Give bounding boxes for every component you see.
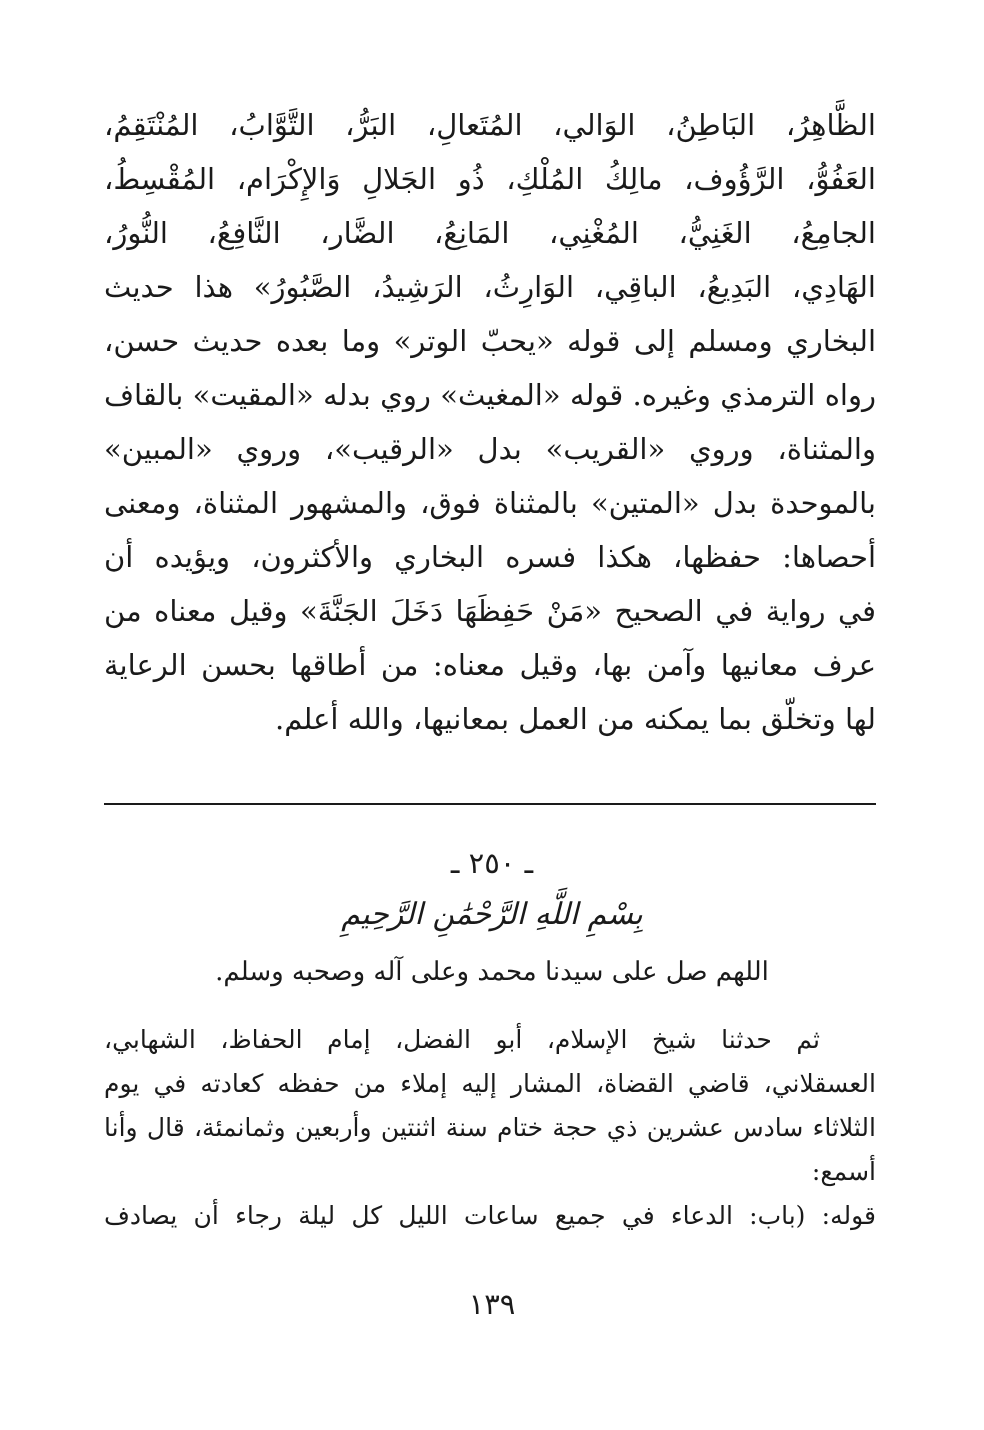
bottom-paragraph: [104, 1018, 876, 1238]
text-line: العسقلاني، قاضي القضاة، المشار إليه إملاء من حفظه كعادته في يوم: [104, 1069, 876, 1098]
text-line: أحصاها: حفظها، هكذا فسره البخاري والأكثرون، ويؤيده أن: [104, 540, 876, 574]
text-line: أسمع:: [811, 1157, 876, 1186]
basmala-heading: بِسْمِ اللَّهِ الرَّحْمَٰنِ الرَّحِيمِ: [341, 897, 643, 932]
text-line: ثم حدثنا شيخ الإسلام، أبو الفضل، إمام الحفاظ، الشهابي،: [104, 1025, 820, 1054]
text-line: رواه الترمذي وغيره. قوله «المغيث» روي بدله «المقيت» بالقاف: [104, 378, 876, 412]
text-line: عرف معانيها وآمن بها، وقيل معناه: من أطاقها بحسن الرعاية: [104, 648, 876, 682]
text-line: الظَّاهِرُ، البَاطِنُ، الوَالي، المُتَعالِ، البَرُّ، التَّوَّابُ، المُنْتَقِمُ،: [104, 108, 876, 142]
text-line: والمثناة، وروي «القريب» بدل «الرقيب»، وروي «المبين»: [104, 432, 876, 466]
salat-line: اللهم صل على سيدنا محمد وعلى آله وصحبه وسلم.: [215, 957, 769, 987]
text-line: بالموحدة بدل «المتين» بالمثناة فوق، والمشهور المثناة، ومعنى: [104, 486, 876, 520]
top-paragraph: [104, 98, 876, 746]
text-line: قوله: (باب: الدعاء في جميع ساعات الليل كل ليلة رجاء أن يصادف: [104, 1201, 876, 1230]
section-number: ـ ٢٥٠ ـ: [450, 846, 534, 880]
text-line: العَفُوُّ، الرَّؤُوف، مالِكُ المُلْكِ، ذُو الجَلالِ وَالإِكْرَام، المُقْسِطُ،: [104, 162, 876, 196]
text-line: الهَادِي، البَدِيعُ، الباقِي، الوَارِثُ، الرَشِيدُ، الصَّبُورُ» هذا حديث: [104, 270, 876, 304]
text-line: لها وتخلّق بما يمكنه من العمل بمعانيها، والله أعلم.: [275, 702, 876, 736]
text-line: في رواية في الصحيح «مَنْ حَفِظَهَا دَخَلَ الجَنَّةَ» وقيل معناه من: [104, 594, 876, 628]
text-line: الثلاثاء سادس عشرين ذي حجة ختام سنة اثنتين وأربعين وثمانمئة، قال وأنا: [104, 1113, 876, 1142]
page-number: ١٣٩: [468, 1287, 516, 1321]
text-line: البخاري ومسلم إلى قوله «يحبّ الوتر» وما بعده حديث حسن،: [104, 324, 876, 358]
text-line: الجامِعُ، الغَنِيُّ، المُغْنِي، المَانِعُ، الضَّار، النَّافِعُ، النُّورُ،: [104, 216, 876, 250]
section-divider: [104, 803, 876, 805]
